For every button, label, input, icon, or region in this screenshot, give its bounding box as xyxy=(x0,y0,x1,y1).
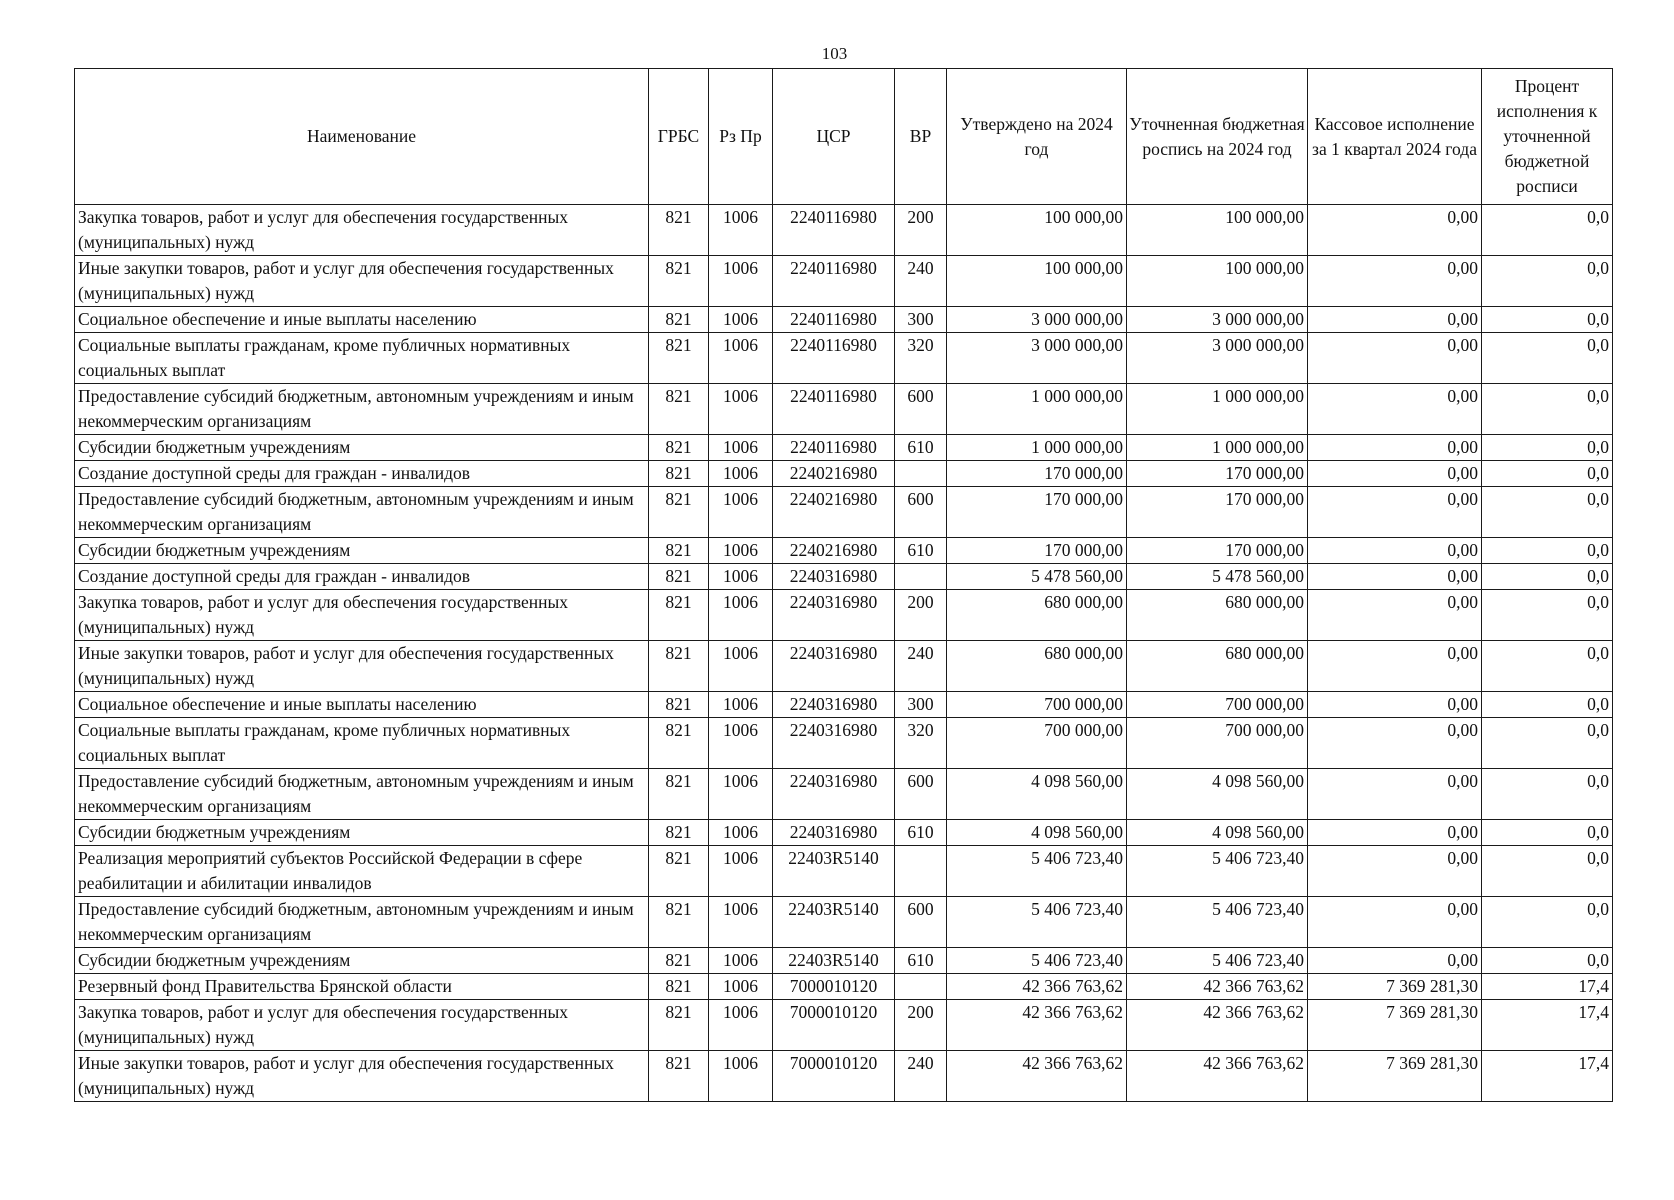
cell-percent: 0,0 xyxy=(1482,846,1613,897)
cell-grbs: 821 xyxy=(649,564,709,590)
cell-rzpr: 1006 xyxy=(709,435,773,461)
cell-rzpr: 1006 xyxy=(709,1000,773,1051)
cell-cash: 7 369 281,30 xyxy=(1308,1000,1482,1051)
cell-grbs: 821 xyxy=(649,333,709,384)
cell-name: Субсидии бюджетным учреждениям xyxy=(75,820,649,846)
cell-grbs: 821 xyxy=(649,435,709,461)
cell-name: Иные закупки товаров, работ и услуг для обеспечения государственных (муниципальных) нужд xyxy=(75,1051,649,1102)
header-percent: Процент исполнения к уточненной бюджетной росписи xyxy=(1482,69,1613,205)
table-row xyxy=(75,205,1613,256)
cell-specified: 1 000 000,00 xyxy=(1127,384,1308,435)
cell-grbs: 821 xyxy=(649,538,709,564)
cell-percent: 0,0 xyxy=(1482,641,1613,692)
cell-specified: 3 000 000,00 xyxy=(1127,307,1308,333)
cell-rzpr: 1006 xyxy=(709,461,773,487)
cell-approved: 700 000,00 xyxy=(947,692,1127,718)
cell-csr: 2240116980 xyxy=(773,205,895,256)
cell-specified: 680 000,00 xyxy=(1127,590,1308,641)
cell-vr xyxy=(895,564,947,590)
cell-approved: 3 000 000,00 xyxy=(947,333,1127,384)
cell-cash: 0,00 xyxy=(1308,307,1482,333)
table-row xyxy=(75,1051,1613,1102)
cell-name: Субсидии бюджетным учреждениям xyxy=(75,538,649,564)
cell-vr: 610 xyxy=(895,538,947,564)
cell-vr: 300 xyxy=(895,692,947,718)
cell-csr: 2240316980 xyxy=(773,590,895,641)
cell-rzpr: 1006 xyxy=(709,718,773,769)
cell-csr: 7000010120 xyxy=(773,1000,895,1051)
cell-vr: 600 xyxy=(895,897,947,948)
cell-grbs: 821 xyxy=(649,487,709,538)
cell-cash: 0,00 xyxy=(1308,769,1482,820)
cell-rzpr: 1006 xyxy=(709,590,773,641)
cell-csr: 2240316980 xyxy=(773,641,895,692)
table-row xyxy=(75,461,1613,487)
cell-vr: 610 xyxy=(895,435,947,461)
cell-cash: 0,00 xyxy=(1308,205,1482,256)
cell-cash: 0,00 xyxy=(1308,384,1482,435)
cell-name: Иные закупки товаров, работ и услуг для обеспечения государственных (муниципальных) нужд xyxy=(75,641,649,692)
header-name: Наименование xyxy=(75,69,649,205)
cell-rzpr: 1006 xyxy=(709,1051,773,1102)
cell-approved: 680 000,00 xyxy=(947,641,1127,692)
cell-csr: 2240116980 xyxy=(773,384,895,435)
cell-specified: 42 366 763,62 xyxy=(1127,974,1308,1000)
cell-csr: 2240316980 xyxy=(773,769,895,820)
cell-vr: 200 xyxy=(895,205,947,256)
cell-vr: 300 xyxy=(895,307,947,333)
cell-percent: 0,0 xyxy=(1482,692,1613,718)
cell-vr: 240 xyxy=(895,1051,947,1102)
cell-grbs: 821 xyxy=(649,307,709,333)
cell-name: Закупка товаров, работ и услуг для обеспечения государственных (муниципальных) нужд xyxy=(75,590,649,641)
cell-grbs: 821 xyxy=(649,256,709,307)
cell-name: Социальное обеспечение и иные выплаты населению xyxy=(75,307,649,333)
table-row xyxy=(75,769,1613,820)
table-row xyxy=(75,641,1613,692)
cell-name: Предоставление субсидий бюджетным, автономным учреждениям и иным некоммерческим организациям xyxy=(75,897,649,948)
cell-rzpr: 1006 xyxy=(709,769,773,820)
page-number-text: 103 xyxy=(821,44,848,63)
cell-rzpr: 1006 xyxy=(709,487,773,538)
header-vr: ВР xyxy=(895,69,947,205)
cell-percent: 0,0 xyxy=(1482,333,1613,384)
cell-grbs: 821 xyxy=(649,846,709,897)
table-row xyxy=(75,820,1613,846)
cell-rzpr: 1006 xyxy=(709,307,773,333)
cell-approved: 42 366 763,62 xyxy=(947,1000,1127,1051)
cell-csr: 2240116980 xyxy=(773,256,895,307)
cell-grbs: 821 xyxy=(649,769,709,820)
cell-cash: 0,00 xyxy=(1308,538,1482,564)
cell-grbs: 821 xyxy=(649,1051,709,1102)
cell-vr xyxy=(895,974,947,1000)
cell-percent: 0,0 xyxy=(1482,256,1613,307)
cell-grbs: 821 xyxy=(649,641,709,692)
cell-percent: 17,4 xyxy=(1482,1000,1613,1051)
cell-specified: 5 478 560,00 xyxy=(1127,564,1308,590)
cell-vr: 240 xyxy=(895,641,947,692)
cell-vr: 600 xyxy=(895,769,947,820)
cell-approved: 680 000,00 xyxy=(947,590,1127,641)
page-number xyxy=(0,44,1674,64)
cell-rzpr: 1006 xyxy=(709,974,773,1000)
cell-name: Иные закупки товаров, работ и услуг для обеспечения государственных (муниципальных) нужд xyxy=(75,256,649,307)
cell-rzpr: 1006 xyxy=(709,538,773,564)
cell-cash: 0,00 xyxy=(1308,435,1482,461)
cell-grbs: 821 xyxy=(649,384,709,435)
header-approved: Утверждено на 2024 год xyxy=(947,69,1127,205)
cell-approved: 170 000,00 xyxy=(947,461,1127,487)
cell-rzpr: 1006 xyxy=(709,641,773,692)
cell-cash: 0,00 xyxy=(1308,564,1482,590)
cell-percent: 0,0 xyxy=(1482,538,1613,564)
cell-vr: 610 xyxy=(895,820,947,846)
cell-specified: 100 000,00 xyxy=(1127,256,1308,307)
cell-percent: 0,0 xyxy=(1482,948,1613,974)
cell-specified: 42 366 763,62 xyxy=(1127,1000,1308,1051)
cell-specified: 170 000,00 xyxy=(1127,487,1308,538)
cell-grbs: 821 xyxy=(649,205,709,256)
budget-execution-table xyxy=(74,68,1613,1102)
cell-name: Закупка товаров, работ и услуг для обеспечения государственных (муниципальных) нужд xyxy=(75,205,649,256)
cell-specified: 170 000,00 xyxy=(1127,461,1308,487)
cell-grbs: 821 xyxy=(649,718,709,769)
cell-vr: 200 xyxy=(895,590,947,641)
cell-name: Предоставление субсидий бюджетным, автономным учреждениям и иным некоммерческим организациям xyxy=(75,384,649,435)
header-csr: ЦСР xyxy=(773,69,895,205)
header-rzpr: Рз Пр xyxy=(709,69,773,205)
cell-rzpr: 1006 xyxy=(709,205,773,256)
cell-percent: 0,0 xyxy=(1482,590,1613,641)
cell-csr: 2240216980 xyxy=(773,487,895,538)
cell-approved: 1 000 000,00 xyxy=(947,384,1127,435)
cell-approved: 4 098 560,00 xyxy=(947,769,1127,820)
cell-approved: 3 000 000,00 xyxy=(947,307,1127,333)
cell-csr: 2240116980 xyxy=(773,333,895,384)
cell-name: Предоставление субсидий бюджетным, автономным учреждениям и иным некоммерческим организациям xyxy=(75,487,649,538)
cell-rzpr: 1006 xyxy=(709,948,773,974)
cell-approved: 42 366 763,62 xyxy=(947,1051,1127,1102)
cell-cash: 0,00 xyxy=(1308,641,1482,692)
table-row xyxy=(75,538,1613,564)
cell-vr: 610 xyxy=(895,948,947,974)
cell-specified: 1 000 000,00 xyxy=(1127,435,1308,461)
cell-vr: 600 xyxy=(895,487,947,538)
cell-percent: 17,4 xyxy=(1482,974,1613,1000)
table-row xyxy=(75,333,1613,384)
cell-grbs: 821 xyxy=(649,461,709,487)
cell-percent: 0,0 xyxy=(1482,564,1613,590)
cell-vr: 320 xyxy=(895,718,947,769)
cell-percent: 0,0 xyxy=(1482,307,1613,333)
header-specified: Уточненная бюджетная роспись на 2024 год xyxy=(1127,69,1308,205)
cell-percent: 0,0 xyxy=(1482,820,1613,846)
cell-vr xyxy=(895,461,947,487)
cell-cash: 0,00 xyxy=(1308,897,1482,948)
cell-csr: 2240216980 xyxy=(773,461,895,487)
cell-approved: 5 478 560,00 xyxy=(947,564,1127,590)
table-row xyxy=(75,897,1613,948)
cell-rzpr: 1006 xyxy=(709,333,773,384)
cell-grbs: 821 xyxy=(649,590,709,641)
cell-approved: 42 366 763,62 xyxy=(947,974,1127,1000)
cell-specified: 680 000,00 xyxy=(1127,641,1308,692)
cell-vr: 240 xyxy=(895,256,947,307)
cell-approved: 700 000,00 xyxy=(947,718,1127,769)
cell-specified: 4 098 560,00 xyxy=(1127,769,1308,820)
cell-name: Предоставление субсидий бюджетным, автономным учреждениям и иным некоммерческим организациям xyxy=(75,769,649,820)
cell-csr: 2240316980 xyxy=(773,564,895,590)
cell-percent: 0,0 xyxy=(1482,435,1613,461)
cell-cash: 7 369 281,30 xyxy=(1308,974,1482,1000)
cell-approved: 5 406 723,40 xyxy=(947,948,1127,974)
cell-csr: 22403R5140 xyxy=(773,846,895,897)
cell-specified: 5 406 723,40 xyxy=(1127,948,1308,974)
cell-name: Создание доступной среды для граждан - инвалидов xyxy=(75,564,649,590)
cell-rzpr: 1006 xyxy=(709,564,773,590)
cell-specified: 42 366 763,62 xyxy=(1127,1051,1308,1102)
cell-approved: 5 406 723,40 xyxy=(947,897,1127,948)
cell-grbs: 821 xyxy=(649,897,709,948)
cell-approved: 100 000,00 xyxy=(947,256,1127,307)
cell-percent: 0,0 xyxy=(1482,487,1613,538)
cell-percent: 0,0 xyxy=(1482,769,1613,820)
cell-cash: 0,00 xyxy=(1308,461,1482,487)
cell-name: Резервный фонд Правительства Брянской области xyxy=(75,974,649,1000)
cell-name: Субсидии бюджетным учреждениям xyxy=(75,948,649,974)
table-row xyxy=(75,435,1613,461)
cell-cash: 7 369 281,30 xyxy=(1308,1051,1482,1102)
table-row xyxy=(75,1000,1613,1051)
table-row xyxy=(75,564,1613,590)
cell-csr: 7000010120 xyxy=(773,974,895,1000)
table-row xyxy=(75,384,1613,435)
cell-approved: 170 000,00 xyxy=(947,538,1127,564)
cell-grbs: 821 xyxy=(649,974,709,1000)
cell-cash: 0,00 xyxy=(1308,333,1482,384)
cell-cash: 0,00 xyxy=(1308,256,1482,307)
table-row xyxy=(75,974,1613,1000)
cell-name: Создание доступной среды для граждан - инвалидов xyxy=(75,461,649,487)
cell-csr: 2240216980 xyxy=(773,538,895,564)
cell-cash: 0,00 xyxy=(1308,846,1482,897)
cell-specified: 700 000,00 xyxy=(1127,692,1308,718)
cell-specified: 170 000,00 xyxy=(1127,538,1308,564)
cell-grbs: 821 xyxy=(649,948,709,974)
cell-percent: 0,0 xyxy=(1482,205,1613,256)
header-row xyxy=(75,69,1613,205)
cell-csr: 2240316980 xyxy=(773,820,895,846)
cell-cash: 0,00 xyxy=(1308,590,1482,641)
cell-rzpr: 1006 xyxy=(709,897,773,948)
table-body xyxy=(75,205,1613,1102)
cell-approved: 100 000,00 xyxy=(947,205,1127,256)
cell-specified: 3 000 000,00 xyxy=(1127,333,1308,384)
cell-grbs: 821 xyxy=(649,1000,709,1051)
cell-name: Закупка товаров, работ и услуг для обеспечения государственных (муниципальных) нужд xyxy=(75,1000,649,1051)
cell-percent: 0,0 xyxy=(1482,461,1613,487)
cell-rzpr: 1006 xyxy=(709,692,773,718)
cell-percent: 0,0 xyxy=(1482,897,1613,948)
cell-name: Субсидии бюджетным учреждениям xyxy=(75,435,649,461)
cell-cash: 0,00 xyxy=(1308,487,1482,538)
cell-csr: 2240116980 xyxy=(773,435,895,461)
cell-csr: 7000010120 xyxy=(773,1051,895,1102)
cell-cash: 0,00 xyxy=(1308,948,1482,974)
header-cash: Кассовое исполнение за 1 квартал 2024 года xyxy=(1308,69,1482,205)
cell-specified: 5 406 723,40 xyxy=(1127,897,1308,948)
cell-csr: 2240316980 xyxy=(773,718,895,769)
cell-rzpr: 1006 xyxy=(709,846,773,897)
cell-percent: 0,0 xyxy=(1482,384,1613,435)
cell-approved: 1 000 000,00 xyxy=(947,435,1127,461)
table-row xyxy=(75,590,1613,641)
table-row xyxy=(75,718,1613,769)
cell-cash: 0,00 xyxy=(1308,692,1482,718)
cell-grbs: 821 xyxy=(649,820,709,846)
cell-specified: 4 098 560,00 xyxy=(1127,820,1308,846)
header-grbs: ГРБС xyxy=(649,69,709,205)
table-row xyxy=(75,692,1613,718)
cell-approved: 170 000,00 xyxy=(947,487,1127,538)
cell-vr: 600 xyxy=(895,384,947,435)
cell-cash: 0,00 xyxy=(1308,820,1482,846)
cell-grbs: 821 xyxy=(649,692,709,718)
cell-percent: 0,0 xyxy=(1482,718,1613,769)
cell-vr: 320 xyxy=(895,333,947,384)
cell-rzpr: 1006 xyxy=(709,384,773,435)
cell-vr xyxy=(895,846,947,897)
table-row xyxy=(75,307,1613,333)
cell-csr: 2240316980 xyxy=(773,692,895,718)
cell-specified: 5 406 723,40 xyxy=(1127,846,1308,897)
cell-csr: 2240116980 xyxy=(773,307,895,333)
cell-name: Социальные выплаты гражданам, кроме публичных нормативных социальных выплат xyxy=(75,718,649,769)
table-row xyxy=(75,487,1613,538)
cell-name: Социальные выплаты гражданам, кроме публичных нормативных социальных выплат xyxy=(75,333,649,384)
cell-name: Реализация мероприятий субъектов Российской Федерации в сфере реабилитации и абилитации инвалидов xyxy=(75,846,649,897)
table-header xyxy=(75,69,1613,205)
cell-approved: 5 406 723,40 xyxy=(947,846,1127,897)
table-row xyxy=(75,948,1613,974)
table-row xyxy=(75,256,1613,307)
cell-vr: 200 xyxy=(895,1000,947,1051)
cell-percent: 17,4 xyxy=(1482,1051,1613,1102)
cell-rzpr: 1006 xyxy=(709,256,773,307)
cell-cash: 0,00 xyxy=(1308,718,1482,769)
cell-specified: 100 000,00 xyxy=(1127,205,1308,256)
table-row xyxy=(75,846,1613,897)
cell-approved: 4 098 560,00 xyxy=(947,820,1127,846)
cell-csr: 22403R5140 xyxy=(773,948,895,974)
cell-rzpr: 1006 xyxy=(709,820,773,846)
cell-csr: 22403R5140 xyxy=(773,897,895,948)
cell-specified: 700 000,00 xyxy=(1127,718,1308,769)
cell-name: Социальное обеспечение и иные выплаты населению xyxy=(75,692,649,718)
